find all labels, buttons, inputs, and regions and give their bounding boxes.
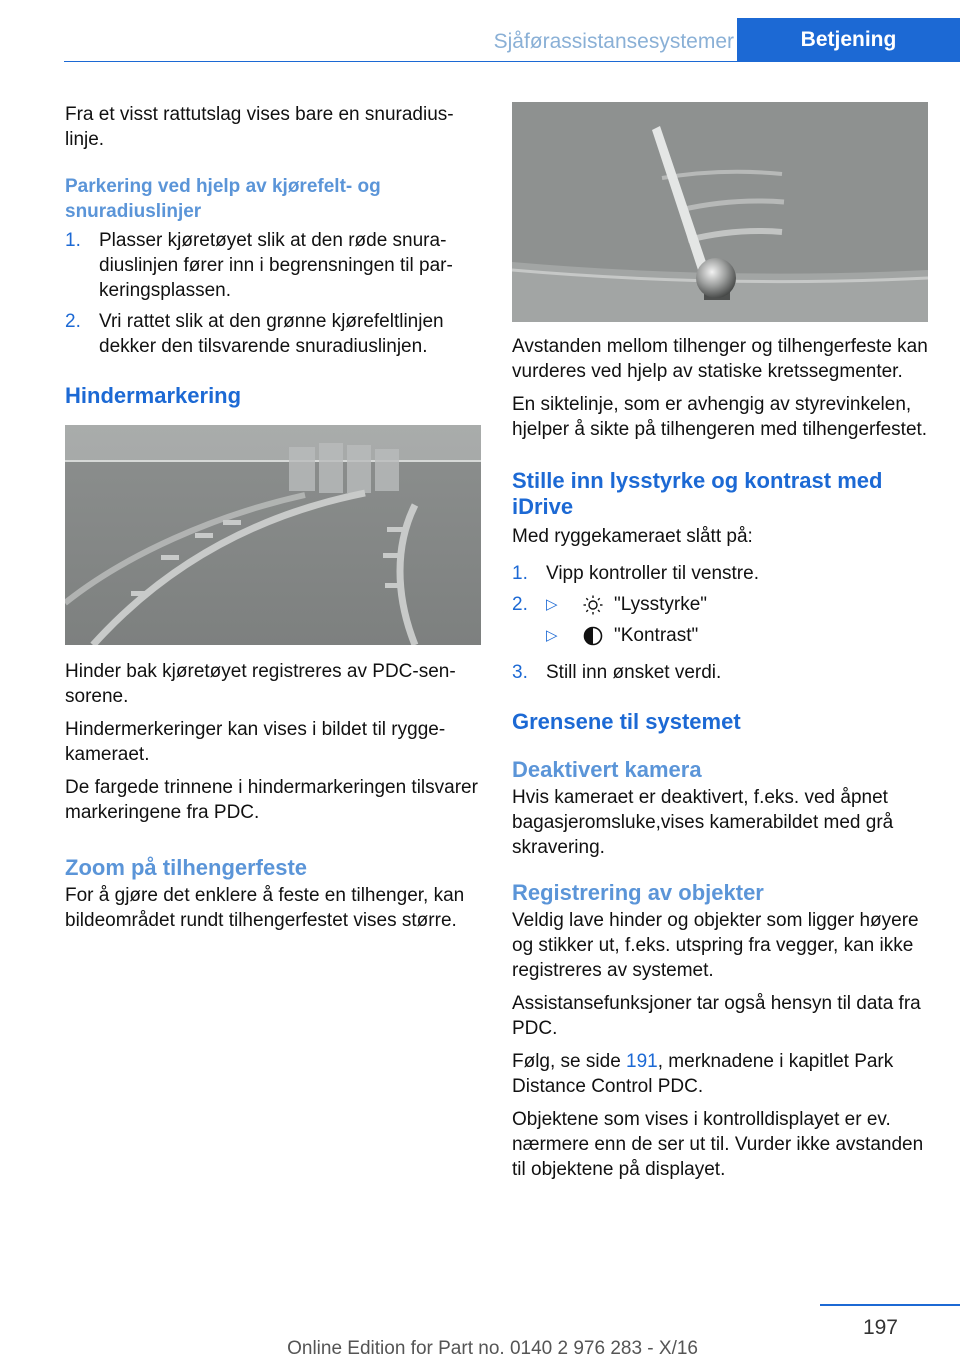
detection-paragraph-1: Veldig lave hinder og objekter som ligger høyere og stikker ut, f.eks. utspring fra vegger, kan ikke registreres av systemet. xyxy=(512,910,919,981)
header-rule xyxy=(64,61,960,62)
sub-option-contrast xyxy=(546,623,707,648)
obstacle-paragraph-1: Hinder bak kjøretøyet registreres av PDC-sensorene. xyxy=(65,661,456,707)
list-item xyxy=(512,660,932,685)
brightness-icon xyxy=(582,594,604,616)
trailer-hitch-image xyxy=(512,102,928,322)
triangle-bullet-icon: ▷ xyxy=(546,627,558,644)
obstacle-paragraph-2: Hindermerkeringer kan vises i bildet til ryggekameraet. xyxy=(65,719,446,765)
step-text: Still inn ønsket verdi. xyxy=(546,662,722,683)
parking-steps xyxy=(65,228,481,359)
footer-rule xyxy=(820,1304,960,1306)
step-number: 2. xyxy=(65,311,81,332)
limits-heading: Grensene til systemet xyxy=(512,709,741,734)
hitch-paragraph-1: Avstanden mellom tilhenger og tilhengerfeste kan vurderes ved hjelp av statiske kretssegmenter. xyxy=(512,336,928,382)
list-item xyxy=(512,592,932,654)
brightness-heading: Stille inn lysstyrke og kontrast med iDrive xyxy=(512,468,883,519)
detection-paragraph-4: Objektene som vises i kontrolldisplayet er ev. nærmere enn de ser ut til. Vurder ikke avstanden til objektene på displayet. xyxy=(512,1109,924,1180)
step-number: 1. xyxy=(65,230,81,251)
list-item xyxy=(65,228,481,303)
step-text: Vipp kontroller til venstre. xyxy=(546,563,759,584)
sub-option-brightness xyxy=(546,592,707,617)
triangle-bullet-icon: ▷ xyxy=(546,596,558,613)
contrast-icon xyxy=(582,625,604,647)
header-section-title: Sjåførassistansesystemer xyxy=(493,30,734,53)
parking-subheading: Parkering ved hjelp av kjørefelt- og snuradiuslinjer xyxy=(65,176,381,222)
step-number: 1. xyxy=(512,563,528,584)
text-fragment: , merknadene i kapitlet Park Distance Control PDC. xyxy=(512,1051,894,1097)
deactivated-paragraph: Hvis kameraet er deaktivert, f.eks. ved åpnet bagasjeromsluke,vises kamerabildet med grå skravering. xyxy=(512,787,894,858)
detection-paragraph-3 xyxy=(512,1049,932,1099)
list-item xyxy=(65,309,481,359)
brightness-intro: Med ryggekameraet slått på: xyxy=(512,526,753,547)
step-number: 2. xyxy=(512,594,528,615)
right-column xyxy=(512,102,932,1190)
page-number: 197 xyxy=(862,1316,898,1339)
brightness-steps xyxy=(512,561,932,685)
obstacle-paragraph-3: De fargede trinnene i hindermarkeringen tilsvarer markeringene fra PDC. xyxy=(65,777,478,823)
option-label: "Lysstyrke" xyxy=(614,594,708,615)
page-reference-link[interactable]: 191 xyxy=(626,1051,658,1072)
detection-heading: Registrering av objekter xyxy=(512,880,764,905)
obstacle-marking-image xyxy=(65,425,481,645)
intro-paragraph: Fra et visst rattutslag vises bare en snuradiuslinje. xyxy=(65,104,454,150)
step-text: Plasser kjøretøyet slik at den røde snuradiuslinjen fører inn i begrensningen til parkeringsplassen. xyxy=(99,230,453,301)
text-fragment: Følg, se side xyxy=(512,1051,627,1072)
zoom-heading: Zoom på tilhengerfeste xyxy=(65,855,308,880)
page-header xyxy=(0,0,960,62)
hitch-paragraph-2: En siktelinje, som er avhengig av styrevinkelen, hjelper å sikte på tilhengeren med tilhengerfestet. xyxy=(512,394,928,440)
left-column xyxy=(65,102,481,941)
deactivated-heading: Deaktivert kamera xyxy=(512,757,702,782)
step-text: Vri rattet slik at den grønne kjørefeltlinjen dekker den tilsvarende snuradiuslinjen. xyxy=(99,311,444,357)
obstacle-heading: Hindermarkering xyxy=(65,383,242,408)
option-label: "Kontrast" xyxy=(614,625,699,646)
edition-note: Online Edition for Part no. 0140 2 976 283 - X/16 xyxy=(287,1338,698,1359)
header-chapter-tab: Betjening xyxy=(737,18,960,62)
zoom-paragraph: For å gjøre det enklere å feste en tilhenger, kan bildeområdet rundt tilhengerfestet vises større. xyxy=(65,885,465,931)
list-item xyxy=(512,561,932,586)
step-number: 3. xyxy=(512,662,528,683)
detection-paragraph-2: Assistansefunksjoner tar også hensyn til data fra PDC. xyxy=(512,993,921,1039)
